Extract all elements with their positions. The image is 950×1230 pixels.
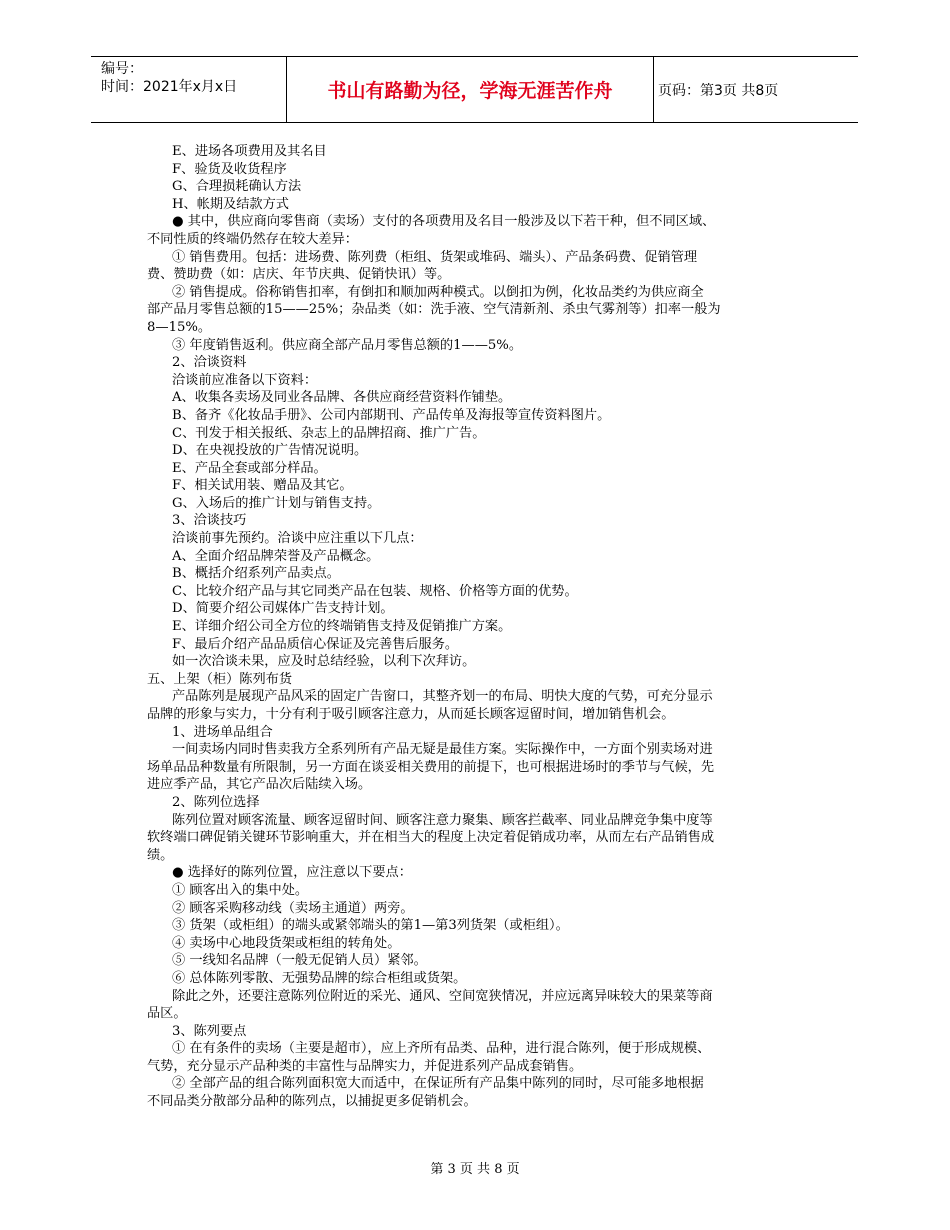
doc-number-label: 编号：: [101, 61, 143, 77]
page-footer: 第 3 页 共 8 页: [430, 1162, 520, 1177]
body-line: 绩。: [147, 847, 174, 863]
body-line: A、全面介绍品牌荣誉及产品概念。: [172, 548, 380, 564]
body-line: ① 在有条件的卖场（主要是超市），应上齐所有品类、品种，进行混合陈列，便于形成规模、: [172, 1041, 711, 1057]
body-line: 五、上架（柜）陈列布货: [147, 671, 293, 687]
body-line: 8—15%。: [147, 319, 212, 335]
body-line: ③ 货架（或柜组）的端头或紧邻端头的第1—第3列货架（或柜组）。: [172, 918, 569, 934]
body-line: ① 销售费用。包括：进场费、陈列费（柜组、货架或堆码、端头）、产品条码费、促销管理: [172, 249, 698, 265]
body-line: 如一次洽谈未果，应及时总结经验，以利下次拜访。: [172, 654, 476, 670]
body-line: ② 销售提成。俗称销售扣率，有倒扣和顺加两种模式。以倒扣为例，化妆品类约为供应商全: [172, 284, 704, 300]
body-line: 一间卖场内同时售卖我方全系列所有产品无疑是最佳方案。实际操作中，一方面个别卖场对进: [172, 742, 713, 758]
body-line: 陈列位置对顾客流量、顾客逗留时间、顾客注意力聚集、顾客拦截率、同业品牌竞争集中度等: [172, 812, 713, 828]
body-line: F、最后介绍产品品质信心保证及完善售后服务。: [172, 636, 459, 652]
body-line: ① 顾客出入的集中处。: [172, 882, 309, 898]
body-line: B、概括介绍系列产品卖点。: [172, 566, 340, 582]
body-line: 3、洽谈技巧: [172, 513, 247, 529]
body-line: 1、进场单品组合: [172, 724, 273, 740]
body-line: E、产品全套或部分样品。: [172, 460, 327, 476]
body-line: C、刊发于相关报纸、杂志上的品牌招商、推广广告。: [172, 425, 486, 441]
body-line: 品牌的形象与实力，十分有利于吸引顾客注意力，从而延长顾客逗留时间，增加销售机会。: [147, 707, 675, 722]
body-line: B、备齐《化妆品手册》、公司内部期刊、产品传单及海报等宣传资料图片。: [172, 407, 611, 423]
body-line: D、在央视投放的广告情况说明。: [172, 443, 368, 459]
body-line: ● 选择好的陈列位置，应注意以下要点：: [172, 865, 412, 881]
body-line: ⑥ 总体陈列零散、无强势品牌的综合柜组或货架。: [172, 970, 467, 986]
body-line: 气势，充分显示产品种类的丰富性与品牌实力，并促进系列产品成套销售。: [147, 1058, 583, 1074]
header-meta: [101, 60, 286, 96]
body-line: 场单品品种数量有所限制，另一方面在谈妥相关费用的前提下，也可根据进场时的季节与气候，先: [147, 759, 715, 775]
body-line: D、简要介绍公司媒体广告支持计划。: [172, 601, 394, 617]
body-line: ⑤ 一线知名品牌（一般无促销人员）紧邻。: [172, 953, 427, 969]
body-line: 不同性质的终端仍然存在较大差异：: [147, 231, 358, 247]
body-line: 费、赞助费（如：店庆、年节庆典、促销快讯）等。: [147, 267, 451, 283]
body-line: 不同品类分散部分品种的陈列点，以捕捉更多促销机会。: [147, 1094, 477, 1110]
body-line: ③ 年度销售返利。供应商全部产品月零售总额的1——5%。: [172, 337, 523, 353]
body-line: F、验货及收货程序: [172, 161, 287, 177]
body-line: 部产品月零售总额的15——25%；杂品类（如：洗手液、空气清新剂、杀虫气雾剂等）扣率一般为: [147, 302, 721, 318]
body-line: H、帐期及结款方式: [172, 196, 289, 212]
body-line: 洽谈前事先预约。洽谈中应注重以下几点：: [172, 531, 423, 547]
body-line: 产品陈列是展现产品风采的固定广告窗口，其整齐划一的布局、明快大度的气势，可充分显示: [172, 689, 713, 705]
time-label: 时间：2021年x月x日: [101, 79, 238, 95]
body-line: ② 全部产品的组合陈列面积宽大而适中，在保证所有产品集中陈列的同时，尽可能多地根据: [172, 1076, 704, 1092]
body-line: G、合理损耗确认方法: [172, 179, 302, 195]
body-line: 除此之外，还要注意陈列位附近的采光、通风、空间宽狭情况，并应远离异味较大的果菜等商: [172, 988, 713, 1004]
body-line: 品区。: [147, 1006, 187, 1022]
body-line: 软终端口碑促销关键环节影响重大，并在相当大的程度上决定着促销成功率，从而左右产品销售成: [147, 830, 715, 846]
body-line: 洽谈前应准备以下资料：: [172, 372, 318, 388]
body-line: F、相关试用装、赠品及其它。: [172, 478, 353, 494]
body-line: E、进场各项费用及其名目: [172, 144, 327, 159]
body-line: 3、陈列要点: [172, 1023, 247, 1039]
body-line: E、详细介绍公司全方位的终端销售支持及促销推广方案。: [172, 619, 512, 635]
body-line: 2、陈列位选择: [172, 794, 260, 810]
body-line: ④ 卖场中心地段货架或柜组的转角处。: [172, 935, 401, 951]
body-line: C、比较介绍产品与其它同类产品在包装、规格、价格等方面的优势。: [172, 583, 578, 599]
body-line: G、入场后的推广计划与销售支持。: [172, 495, 381, 511]
header-motto: 书山有路勤为径，学海无涯苦作舟: [286, 57, 654, 122]
body-line: 2、洽谈资料: [172, 355, 247, 371]
document-body: [147, 143, 817, 1111]
body-line: ● 其中，供应商向零售商（卖场）支付的各项费用及名目一般涉及以下若干种，但不同区域、: [172, 214, 716, 230]
body-line: 进应季产品，其它产品次后陆续入场。: [147, 777, 372, 793]
page-indicator: 页码：第3页 共8页: [658, 82, 779, 99]
body-line: ② 顾客采购移动线（卖场主通道）两旁。: [172, 900, 414, 916]
page-header: [91, 56, 858, 123]
body-line: A、收集各卖场及同业各品牌、各供应商经营资料作铺垫。: [172, 390, 512, 406]
